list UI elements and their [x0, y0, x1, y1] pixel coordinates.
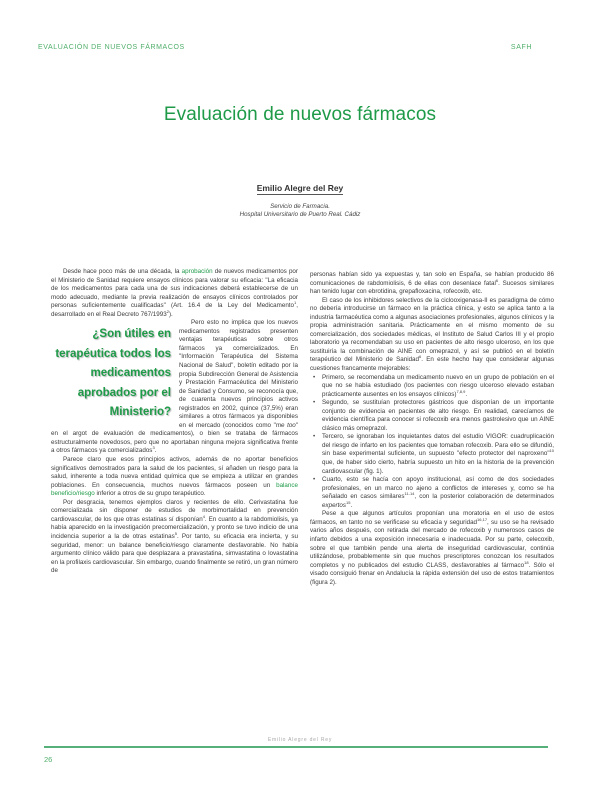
paragraph: Desde hace poco más de una década, la aprobación de nuevos medicamentos por el Ministerio de Sanidad requiere ensayos clínicos para valorar su eficacia: "La eficacia de los medicamentos para cada una de sus indicaciones deberá establecerse de un modo adecuado, mediante la previa realización de ensayos clínicos controlados por personas suficientemente cualificadas" (Art. 16.4 de la Ley del Medicamento$^1$, desarrollado en el Real Decreto 767/1993$^2$).: [51, 268, 298, 318]
affiliation-line-2: Hospital Universitario de Puerto Real. Cádiz: [239, 211, 361, 218]
footer-divider: [44, 746, 548, 748]
footer-author: Emilio Alegre del Rey: [267, 737, 333, 743]
list-item: • Primero, se recomendaba un medicamento nuevo en un grupo de población en el que no se había estudiado (los pacientes con riesgo ulceroso elevado estaban prácticamente ausentes en los ensayos clínicos)$^{7,8,9}$.: [322, 374, 554, 400]
page-number: 26: [44, 755, 53, 764]
paragraph: Pero esto no implica que los nuevos medicamentos registrados presenten ventajas terapéuticas sobre otros fármacos ya comercializados. En "Información Terapéutica del Sistema Nacional de Salud", boletín editado por la propia Subdirección General de Asistencia y Prestación Farmacéutica del Ministerio de Sanidad y Consumo, se reconocía que, de cuarenta nuevos principios activos registrados en 2002, quince (37,5%) eran similares a otros fármacos ya disponibles en el mercado (conocidos como "me too" en el argot de evaluación de medicamentos), o bien se trataba de fármacos estructuralmente novedosos, pero que no aportaban ninguna mejora significativa frente a otros fármacos ya comercializados$^3$.: [51, 319, 298, 455]
issues-list: [310, 374, 554, 511]
author-affiliation: [0, 203, 600, 219]
journal-label: SAFH: [510, 44, 532, 51]
affiliation-line-1: Servicio de Farmacia.: [270, 203, 330, 210]
paragraph: El caso de los inhibidores selectivos de la ciclooxigenasa-II es paradigma de cómo no debería introducirse un fármaco en la práctica clínica, y esto se aplica tanto a la industria farmacéutica como a algunas asociaciones profesionales, algunos clínicos y la propia administración sanitaria. Prácticamente en el mismo momento de su comercialización, dos sociedades médicas, el Instituto de Salud Carlos III y el propio laboratorio ya recomendaban su uso en pacientes de alto riesgo ulceroso, en los que sustituiría la combinación de AINE con omeprazol, y así se publicó en el boletín terapéutico del Ministerio de Sanidad$^6$. En este hecho hay que considerar algunas cuestiones francamente mejorables:: [310, 296, 554, 373]
section-label: EVALUACIÓN DE NUEVOS FÁRMACOS: [38, 44, 185, 51]
paragraph: Pese a que algunos artículos proponían una moratoria en el uso de estos fármacos, en tanto no se verificase su eficacia y seguridad$^{16,17}$, su uso se ha revisado varios años después, con retirada del mercado de rofecoxib y numerosos casos de infarto debidos a una exposición innecesaria e inadecuada. Por su parte, celecoxib, sobre el que también pende una alerta de inseguridad cardiovascular, continúa utilizándose, probablemente sin que muchos prescriptores conozcan los resultados completos y no publicados del estudio CLASS, desfavorables al fármaco$^{18}$. Sólo el visado consiguió frenar en Andalucía la rápida extensión del uso de estos tratamientos (figura 2).: [310, 510, 555, 586]
link-balance-beneficio-riesgo[interactable]: balance beneficio/riesgo: [51, 481, 298, 498]
paragraph: Por desgracia, tenemos ejemplos claros y recientes de ello. Cerivastatina fue comercializada sin disponer de estudios de morbimortalidad en prevención cardiovascular, de los que otras estatinas sí disponían$^4$. En cuanto a la rabdomiolisis, ya había aparecido en la investigación precomercialización, y pronto se tuvo indicio de una incidencia superior a la de otras estatinas$^5$. Por tanto, su eficacia era incierta, y su seguridad, menor: un balance beneficio/riesgo claramente desfavorable. No había argumento clínico válido para que desplazara a pravastatina, simvastatina o lovastatina en la profilaxis cardiovascular. Sin embargo, cuando finalmente se retiró, un gran número de: [51, 498, 299, 575]
list-item: • Cuarto, esto se hacía con apoyo institucional, así como de dos sociedades profesionales, en un marco no ajeno a conflictos de intereses y, como se ha señalado en casos similares$^{11-14}$, con la posterior colaboración de determinados expertos$^{15}$.: [322, 476, 554, 510]
author-name-text: Emilio Alegre del Rey: [256, 183, 344, 193]
list-item: • Segundo, se sustituían protectores gástricos que disponían de un importante conjunto de evidencia en pacientes de alto riesgo. En realidad, carecíamos de evidencia científica para conocer si rofecoxib era menos gastrolesivo que un AINE clásico más omeprazol.: [322, 399, 554, 433]
paragraph: Parece claro que esos principios activos, además de no aportar beneficios significativos demostrados para la salud de los pacientes, sí añaden un riesgo para la salud, inherente a toda nueva entidad química que se empieza a utilizar en grandes poblaciones. En consecuencia, muchos nuevos fármacos poseen un balance beneficio/riesgo inferior a otros de su grupo terapéutico.: [51, 456, 298, 498]
article-title: Evaluación de nuevos fármacos: [163, 104, 437, 125]
pull-quote: ¿Son útiles en terapéutica todos los medicamentos aprobados por el Ministerio?: [55, 328, 171, 419]
paragraph: personas habían sido ya expuestas y, tan solo en España, se habían producido 86 comunicaciones de rabdomiolisis, 6 de ellas con desenlace fatal$^6$. Sucesos similares han tenido lugar con ebrotidina, grepafloxacina, rofecoxib, etc.: [310, 271, 554, 296]
left-column: [51, 268, 298, 576]
right-column: [310, 271, 554, 587]
link-aprobacion[interactable]: aprobación: [181, 268, 213, 275]
author-name: [0, 183, 600, 193]
list-item: • Tercero, se ignoraban los inquietantes datos del estudio VIGOR: cuadruplicación del riesgo de infarto en los pacientes que tomaban rofecoxib. Para ello se difundió, sin base experimental suficiente, un supuesto "efecto protector del naproxeno"$^{10}$ que, de haber sido cierto, habría supuesto un hito en la historia de la prevención cardiovascular (fig. 1).: [322, 433, 554, 476]
